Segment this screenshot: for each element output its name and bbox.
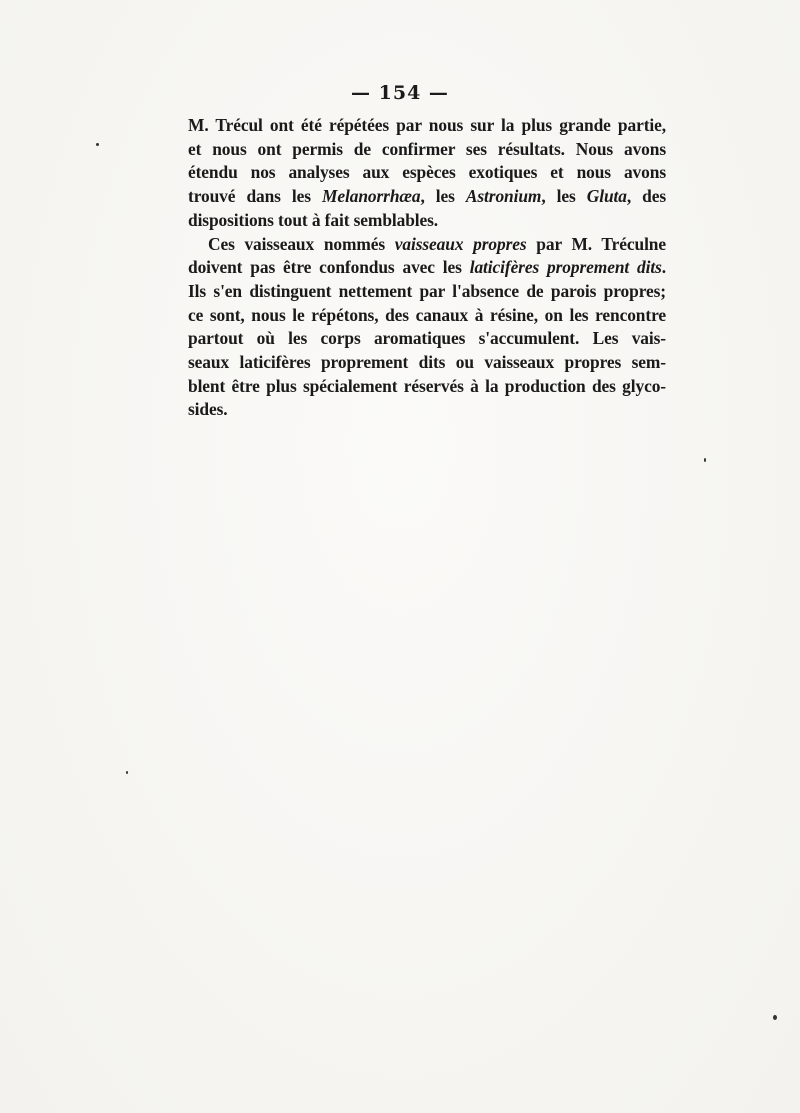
- text-run: blent être plus spécialement réservés à la production des glyco-: [188, 375, 666, 396]
- text-line: [188, 209, 666, 233]
- ink-speck: [773, 1015, 777, 1020]
- italic-term: vaisseaux propres: [394, 233, 527, 254]
- text-run: seaux laticifères proprement dits ou vaisseaux propres sem-: [188, 352, 666, 373]
- paragraph: [188, 233, 666, 423]
- text-run: , les: [541, 186, 587, 207]
- text-run: par M. Tréculne: [526, 233, 666, 254]
- text-run: doivent pas être confondus avec les: [188, 257, 470, 278]
- text-line: [188, 161, 666, 185]
- text-run: dispositions tout à fait semblables.: [188, 209, 439, 230]
- italic-term: Melanorrhæa: [322, 186, 421, 207]
- italic-term: Gluta: [586, 186, 627, 207]
- paragraph: [188, 114, 666, 233]
- text-run: Ces vaisseaux nommés: [208, 233, 395, 254]
- text-run: sides.: [188, 399, 228, 420]
- text-line: [188, 233, 666, 257]
- text-line: [188, 304, 666, 328]
- text-run: , les: [420, 186, 466, 207]
- text-run: et nous ont permis de confirmer ses résultats. Nous avons: [188, 138, 666, 159]
- text-run: M. Trécul ont été répétées par nous sur la plus grande partie,: [188, 115, 666, 135]
- text-line: [188, 280, 666, 304]
- text-run: partout où les corps aromatiques s'accumulent. Les vais-: [188, 328, 666, 349]
- text-line: [188, 138, 666, 162]
- ink-speck: [704, 458, 706, 462]
- text-run: , des: [626, 186, 667, 207]
- page-number: — 154 —: [351, 82, 449, 104]
- text-line: [188, 327, 666, 351]
- text-run: trouvé dans les: [188, 186, 323, 207]
- text-line: [188, 398, 666, 422]
- text-run: ce sont, nous le répétons, des canaux à résine, on les rencontre: [188, 304, 666, 325]
- text-line: [188, 351, 666, 375]
- text-line: [188, 114, 666, 138]
- text-line: [188, 256, 666, 280]
- text-run: .: [661, 257, 666, 278]
- text-run: étendu nos analyses aux espèces exotiques et nous avons: [188, 162, 666, 183]
- italic-term: laticifères proprement dits: [469, 257, 662, 278]
- ink-speck: [126, 771, 128, 774]
- ink-speck: [96, 143, 99, 146]
- text-run: Ils s'en distinguent nettement par l'absence de parois propres;: [188, 280, 666, 301]
- italic-term: Astronium: [465, 186, 542, 207]
- text-line: [188, 375, 666, 399]
- body-text: [188, 114, 666, 422]
- text-line: [188, 185, 666, 209]
